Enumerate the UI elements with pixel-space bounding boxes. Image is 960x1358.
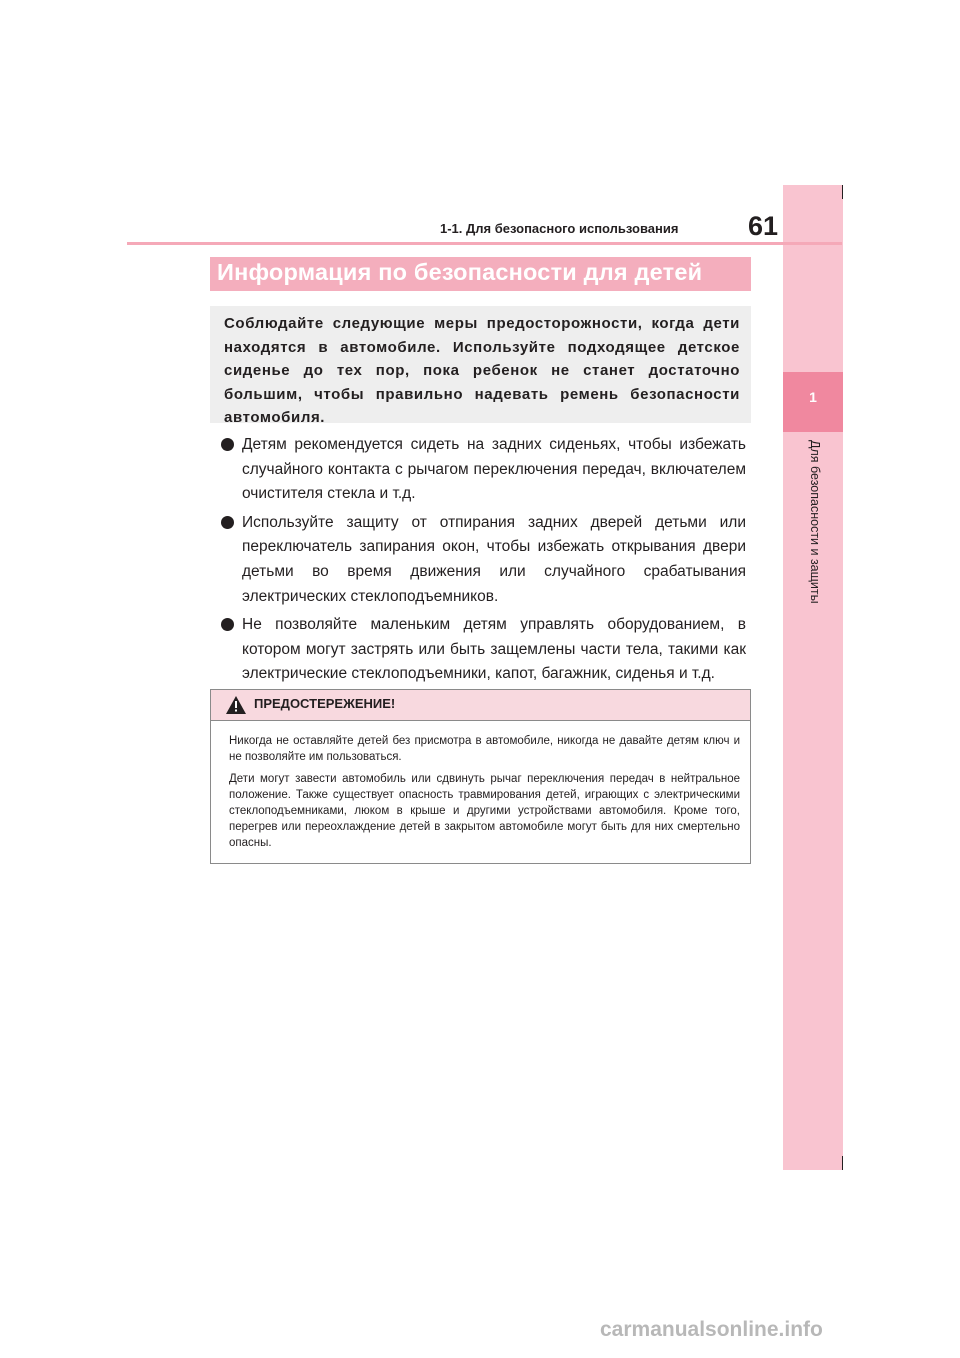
intro-text: Соблюдайте следующие меры предосторожности, когда дети находятся в автомобиле. Используйте подходящее детское сиденье до тех пор, пока ребенок не станет достаточно большим, чтобы правильно надевать ремень безопасности автомобиля. bbox=[224, 315, 740, 426]
bullet-text: Используйте защиту от отпирания задних дверей детьми или переключатель запирания окон, чтобы избежать открывания двери детьми во время движения или случайного срабатывания электрических стеклоподъемников. bbox=[242, 513, 746, 605]
watermark: carmanualsonline.info bbox=[600, 1318, 823, 1341]
bullet-dot-icon bbox=[221, 438, 234, 451]
page-title: Информация по безопасности для детей bbox=[217, 259, 703, 285]
section-title: 1-1. Для безопасного использования bbox=[440, 221, 679, 236]
warning-paragraph: Дети могут завести автомобиль или сдвинуть рычаг переключения передач в нейтральное положение. Также существует опасность травмирования детей, играющих с электрическими стеклоподъемниками, люком в крыше и другими устройствами автомобиля. Кроме того, перегрев или переохлаждение детей в закрытом автомобиле могут быть для них смертельно опасны. bbox=[229, 773, 740, 849]
warning-paragraph: Никогда не оставляйте детей без присмотра в автомобиле, никогда не давайте детям ключ и не позволяйте им пользоваться. bbox=[229, 735, 740, 763]
chapter-title: Для безопасности и защиты bbox=[808, 440, 822, 604]
list-item bbox=[221, 613, 746, 687]
bullet-text: Детям рекомендуется сидеть на задних сиденьях, чтобы избежать случайного контакта с рычагом переключения передач, включателем очистителя стекла и т.д. bbox=[242, 436, 746, 503]
crop-mark-top bbox=[842, 185, 843, 199]
warning-title: ПРЕДОСТЕРЕЖЕНИЕ! bbox=[254, 696, 396, 711]
bullet-dot-icon bbox=[221, 516, 234, 529]
intro-box bbox=[210, 306, 751, 426]
chapter-number: 1 bbox=[809, 389, 817, 405]
warning-body bbox=[229, 733, 740, 857]
list-item bbox=[221, 433, 746, 507]
bullet-text: Не позволяйте маленьким детям управлять оборудованием, в котором могут застрять или быть защемлены части тела, такими как электрические стеклоподъемники, капот, багажник, сиденья и т.д. bbox=[242, 616, 746, 683]
list-item bbox=[221, 511, 746, 609]
chapter-side-tab bbox=[783, 185, 843, 1170]
warning-triangle-icon bbox=[226, 696, 246, 714]
crop-mark-bottom bbox=[842, 1156, 843, 1170]
bullet-dot-icon bbox=[221, 618, 234, 631]
bullet-list bbox=[221, 433, 746, 691]
header-rule bbox=[127, 242, 842, 245]
page-number: 61 bbox=[748, 211, 779, 241]
